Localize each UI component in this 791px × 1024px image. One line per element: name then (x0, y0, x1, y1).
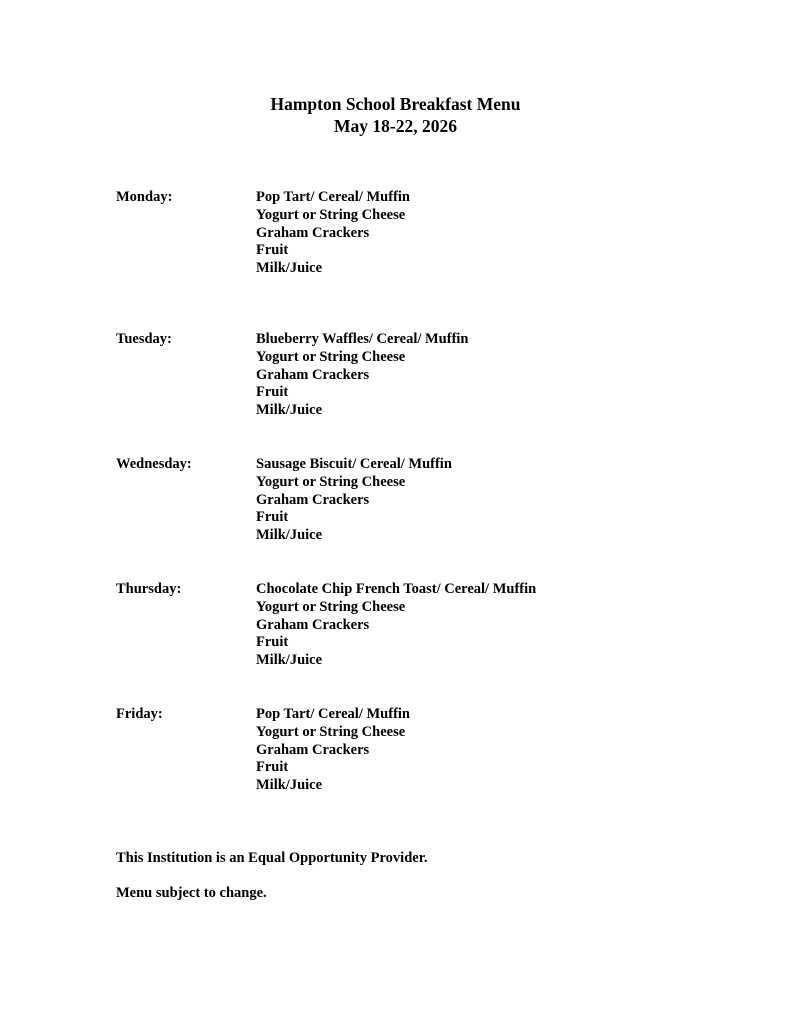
menu-item: Milk/Juice (256, 402, 323, 419)
menu-item: Milk/Juice (256, 527, 323, 544)
menu-item: Fruit (256, 384, 289, 401)
menu-item: Milk/Juice (256, 260, 323, 277)
menu-items-list (256, 706, 736, 795)
equal-opportunity-statement: This Institution is an Equal Opportunity Provider. (116, 850, 428, 866)
menu-item: Fruit (256, 242, 289, 259)
menu-item: Milk/Juice (256, 777, 323, 794)
menu-item: Sausage Biscuit/ Cereal/ Muffin (256, 456, 452, 472)
menu-item: Yogurt or String Cheese (256, 473, 406, 490)
menu-items-list (256, 456, 736, 545)
menu-item: Graham Crackers (256, 491, 370, 508)
menu-item: Yogurt or String Cheese (256, 348, 406, 365)
menu-item: Graham Crackers (256, 616, 370, 633)
subject-to-change-note: Menu subject to change. (116, 885, 267, 901)
menu-item: Graham Crackers (256, 366, 370, 383)
menu-title (0, 93, 791, 137)
menu-item: Yogurt or String Cheese (256, 723, 406, 740)
menu-item: Milk/Juice (256, 652, 323, 669)
day-label: Thursday: (116, 581, 182, 597)
day-label: Friday: (116, 706, 163, 722)
menu-item: Yogurt or String Cheese (256, 206, 406, 223)
menu-title-heading: Hampton School Breakfast Menu (270, 94, 521, 114)
menu-date-range: May 18-22, 2026 (334, 116, 457, 136)
menu-items-list (256, 581, 736, 670)
menu-item: Chocolate Chip French Toast/ Cereal/ Muffin (256, 581, 537, 597)
menu-item: Yogurt or String Cheese (256, 598, 406, 615)
menu-items-list (256, 331, 736, 420)
menu-item: Blueberry Waffles/ Cereal/ Muffin (256, 331, 469, 347)
menu-items-list (256, 189, 736, 278)
menu-item: Fruit (256, 759, 289, 776)
menu-item: Fruit (256, 509, 289, 526)
day-label: Tuesday: (116, 331, 172, 347)
day-label: Wednesday: (116, 456, 192, 472)
menu-item: Fruit (256, 634, 289, 651)
menu-item: Pop Tart/ Cereal/ Muffin (256, 706, 410, 722)
menu-item: Graham Crackers (256, 741, 370, 758)
menu-item: Graham Crackers (256, 224, 370, 241)
day-label: Monday: (116, 189, 173, 205)
menu-item: Pop Tart/ Cereal/ Muffin (256, 189, 410, 205)
